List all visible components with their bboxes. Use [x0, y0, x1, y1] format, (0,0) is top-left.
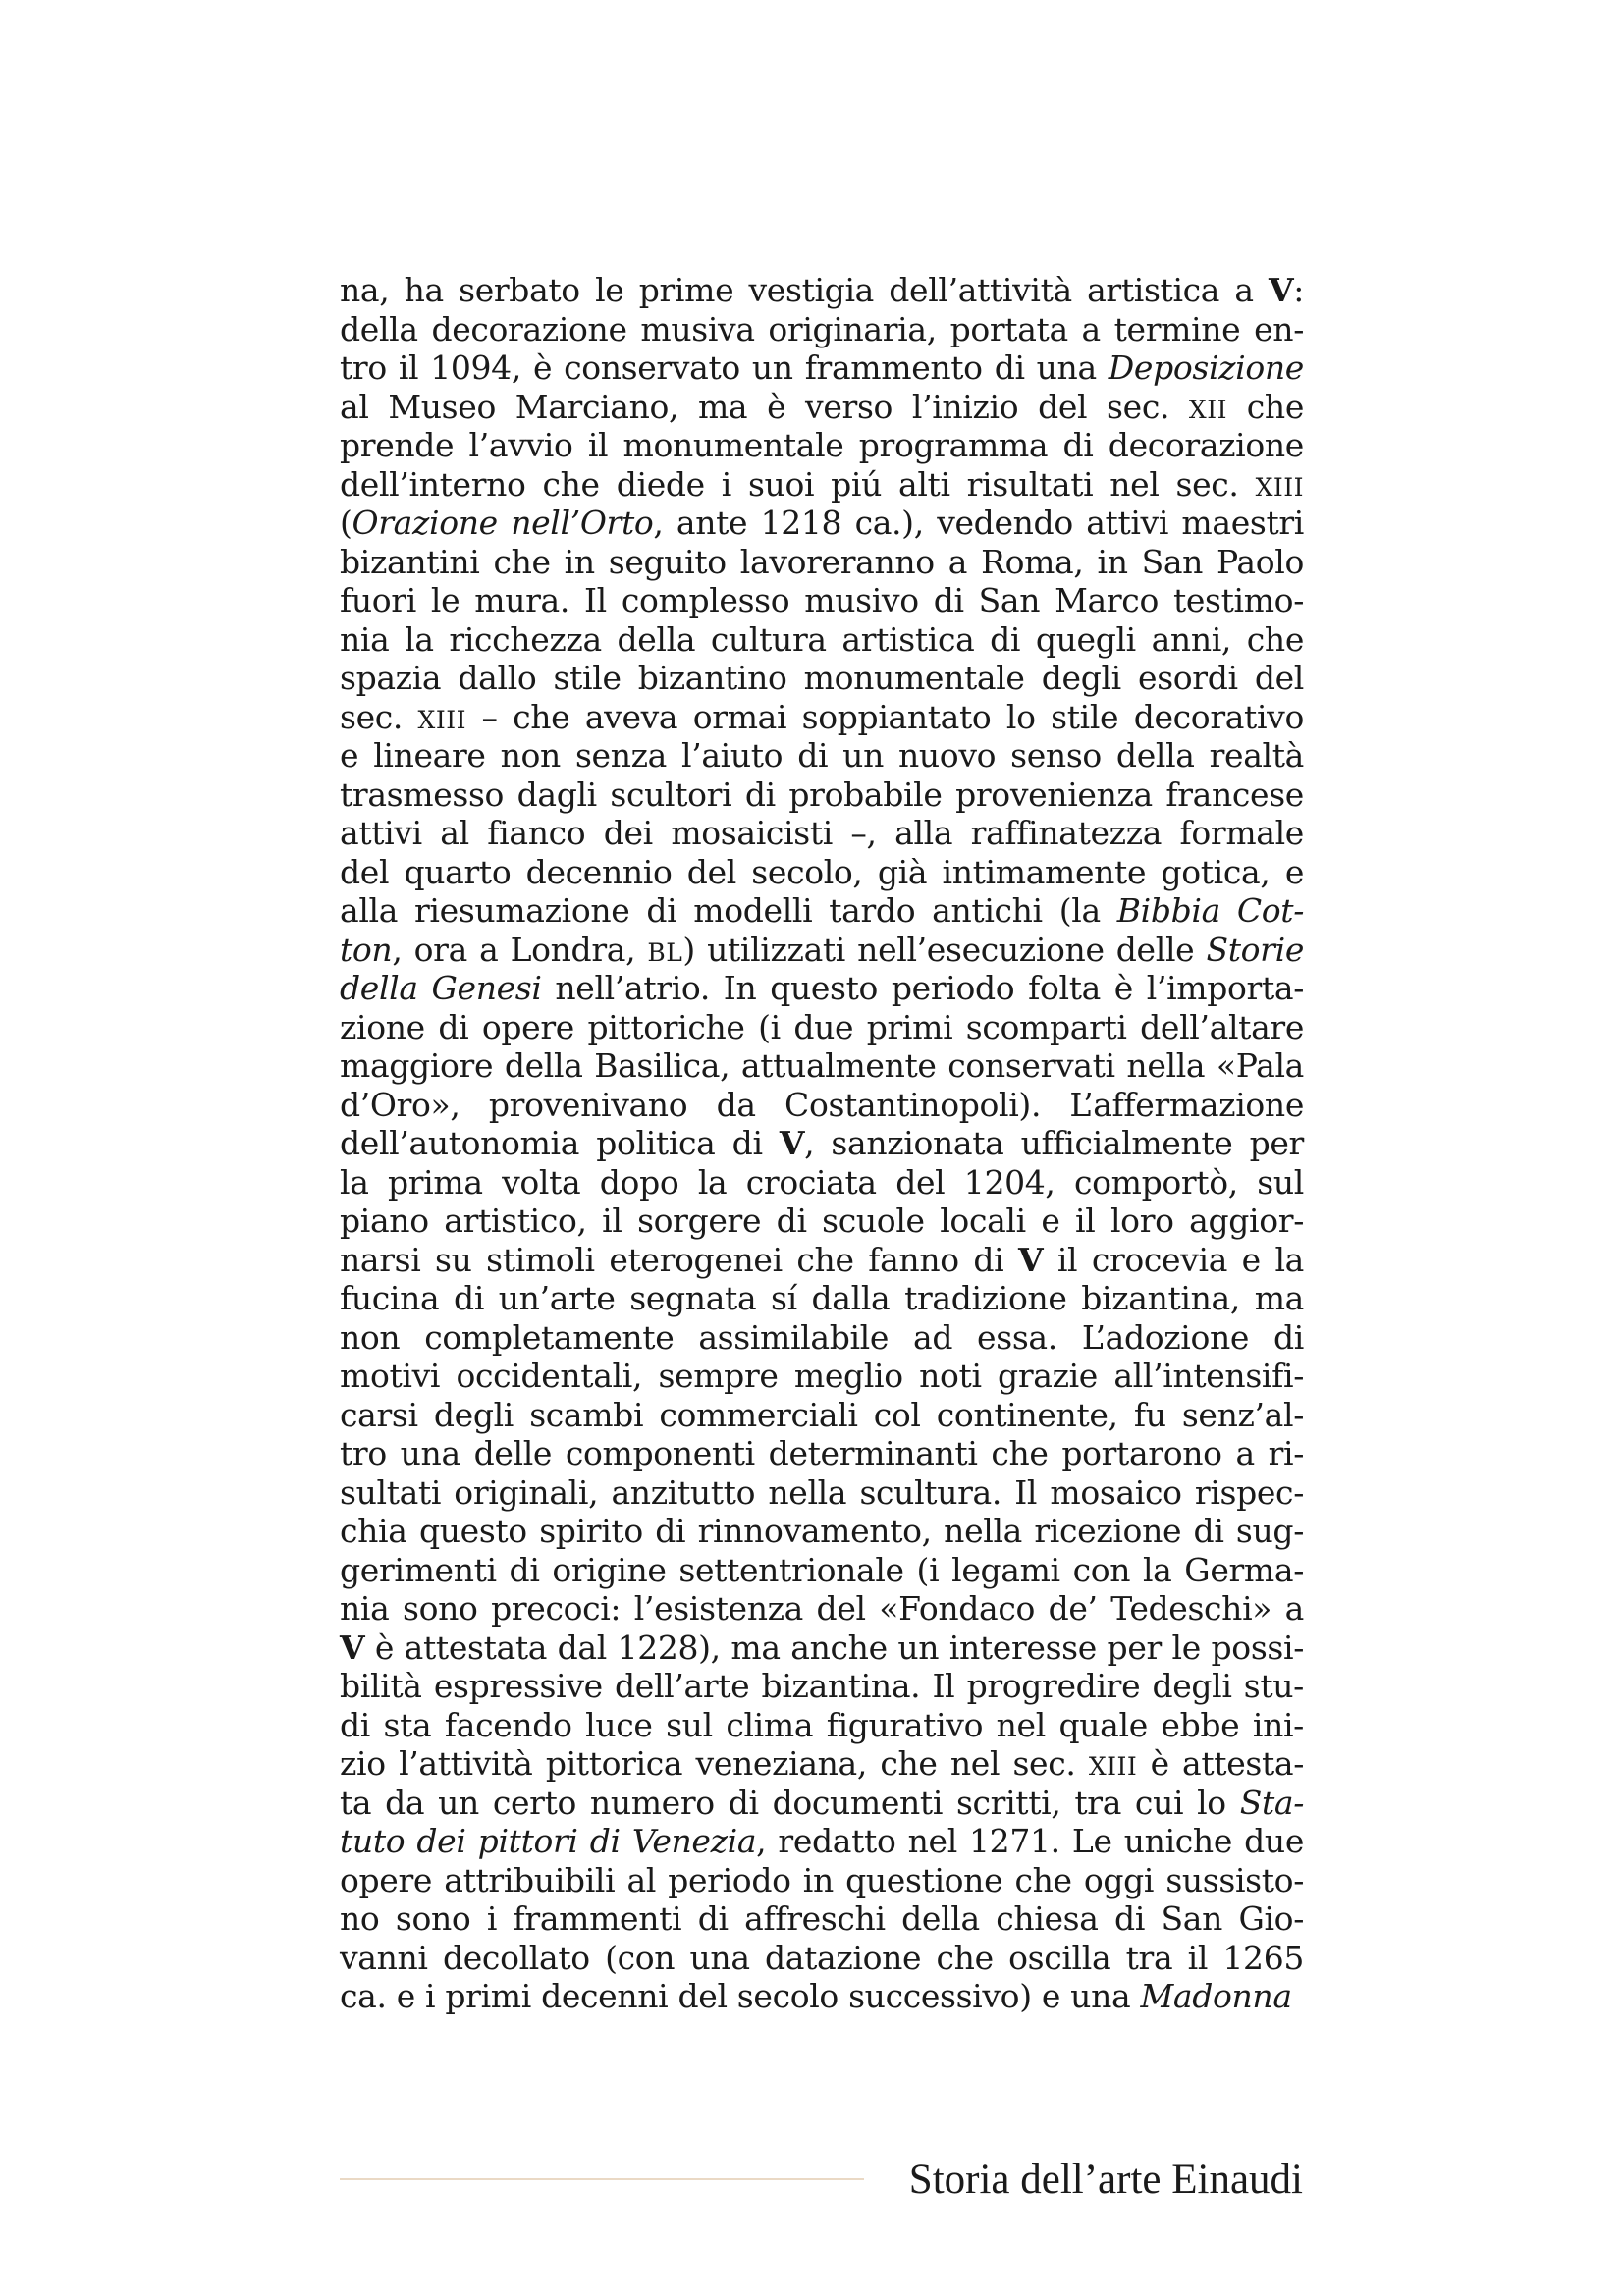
text-line: [340, 969, 1304, 1008]
text-segment: che: [1226, 387, 1304, 426]
text-segment: attivi al fianco dei mosaicisti –, alla raffinatezza formale: [340, 814, 1304, 852]
text-line: [340, 310, 1304, 349]
text-segment: dell’interno che diede i suoi piú alti risultati nel sec.: [340, 464, 1256, 504]
text-segment: gerimenti di origine settentrionale (i legami con la Germa-: [340, 1550, 1304, 1589]
text-line: [340, 1822, 1304, 1861]
text-segment: trasmesso dagli scultori di probabile provenienza francese: [340, 774, 1304, 814]
text-line: [340, 1046, 1304, 1086]
text-line: [340, 1551, 1304, 1590]
text-segment: zio l’attività pittorica veneziana, che nel sec.: [340, 1744, 1089, 1783]
small-caps-text: XIII: [1088, 1752, 1138, 1781]
text-segment: , ante 1218 ca.), vedendo attivi maestri: [653, 504, 1305, 542]
text-segment: alla riesumazione di modelli tardo antichi (la: [340, 891, 1117, 930]
text-line: [340, 504, 1304, 543]
text-line: [340, 1512, 1304, 1551]
text-segment: sec.: [340, 697, 418, 736]
text-line: [340, 1163, 1304, 1202]
text-segment: , redatto nel 1271. Le uniche due: [756, 1822, 1304, 1860]
text-line: [340, 1744, 1304, 1784]
italic-text: ton: [340, 930, 393, 969]
text-segment: ta da un certo numero di documenti scritti, tra cui lo: [340, 1783, 1240, 1822]
text-segment: opere attribuibili al periodo in questione che oggi sussisto-: [340, 1860, 1304, 1899]
text-segment: fucina di un’arte segnata sí dalla tradizione bizantina, ma: [340, 1279, 1304, 1317]
text-line: [340, 931, 1304, 970]
text-segment: piano artistico, il sorgere di scuole locali e il loro aggior-: [340, 1201, 1304, 1240]
text-line: [340, 271, 1304, 310]
text-line: [340, 1629, 1304, 1668]
text-line: [340, 1396, 1304, 1435]
text-segment: :: [1293, 271, 1304, 309]
italic-text: Storie: [1206, 930, 1304, 969]
small-caps-text: XII: [1188, 395, 1227, 424]
text-segment: la prima volta dopo la crociata del 1204, comportò, sul: [340, 1162, 1304, 1201]
bold-text: V: [1268, 271, 1294, 309]
italic-text: Orazione nell’Orto: [352, 504, 654, 542]
bold-text: V: [340, 1628, 365, 1667]
text-line: [340, 1939, 1304, 1978]
text-line: [340, 1667, 1304, 1706]
small-caps-text: BL: [647, 937, 683, 967]
text-segment: spazia dallo stile bizantino monumentale degli esordi del: [340, 659, 1304, 697]
italic-text: Bibbia Cot-: [1116, 891, 1304, 930]
text-line: [340, 388, 1304, 427]
text-line: [340, 659, 1304, 698]
italic-text: Deposizione: [1108, 348, 1304, 387]
italic-text: tuto dei pittori di Venezia: [340, 1822, 757, 1860]
text-segment: prende l’avvio il monumentale programma di decorazione: [340, 426, 1304, 464]
text-line: [340, 775, 1304, 815]
text-segment: bizantini che in seguito lavoreranno a Roma, in San Paolo: [340, 542, 1304, 581]
text-line: [340, 1706, 1304, 1745]
text-segment: tro una delle componenti determinanti che portarono a ri-: [340, 1434, 1304, 1472]
text-segment: nell’atrio. In questo periodo folta è l’importa-: [541, 969, 1304, 1007]
text-segment: al Museo Marciano, ma è verso l’inizio del sec.: [340, 387, 1189, 426]
text-segment: na, ha serbato le prime vestigia dell’attività artistica a: [340, 271, 1269, 309]
text-segment: (: [340, 504, 352, 542]
text-segment: non completamente assimilabile ad essa. L’adozione di: [340, 1317, 1304, 1357]
text-segment: tro il 1094, è conservato un frammento di una: [340, 348, 1109, 387]
text-segment: chia questo spirito di rinnovamento, nella ricezione di sug-: [340, 1512, 1304, 1550]
text-segment: e lineare non senza l’aiuto di un nuovo senso della realtà: [340, 736, 1304, 774]
text-segment: ) utilizzati nell’esecuzione delle: [682, 930, 1207, 969]
text-segment: narsi su stimoli eterogenei che fanno di: [340, 1240, 1018, 1279]
text-segment: maggiore della Basilica, attualmente conservati nella «Pala: [340, 1046, 1304, 1085]
text-line: [340, 1473, 1304, 1513]
text-line: [340, 1008, 1304, 1047]
text-segment: vanni decollato (con una datazione che oscilla tra il 1265: [340, 1938, 1304, 1977]
text-line: [340, 1241, 1304, 1280]
text-segment: di sta facendo luce sul clima figurativo nel quale ebbe ini-: [340, 1705, 1304, 1744]
text-line: [340, 581, 1304, 620]
text-line: [340, 1434, 1304, 1473]
text-segment: zione di opere pittoriche (i due primi scomparti dell’altare: [340, 1007, 1304, 1046]
text-segment: ca. e i primi decenni del secolo successivo) e una: [340, 1977, 1141, 2015]
text-segment: d’Oro», provenivano da Costantinopoli). L’affermazione: [340, 1085, 1304, 1124]
small-caps-text: XIII: [1255, 472, 1304, 502]
text-line: [340, 1124, 1304, 1163]
text-segment: dell’autonomia politica di: [340, 1124, 780, 1162]
text-segment: sultati originali, anzitutto nella scultura. Il mosaico rispec-: [340, 1472, 1304, 1512]
small-caps-text: XIII: [417, 705, 466, 734]
text-segment: motivi occidentali, sempre meglio noti grazie all’intensifi-: [340, 1357, 1304, 1395]
text-segment: , ora a Londra,: [392, 930, 648, 969]
text-line: [340, 1899, 1304, 1939]
text-line: [340, 465, 1304, 505]
text-line: [340, 736, 1304, 775]
bold-text: V: [1017, 1240, 1044, 1279]
text-line: [340, 1318, 1304, 1358]
text-segment: – che aveva ormai soppiantato lo stile decorativo: [465, 697, 1304, 736]
text-line: [340, 426, 1304, 465]
text-line: [340, 1861, 1304, 1900]
text-line: [340, 620, 1304, 660]
text-line: [340, 543, 1304, 582]
italic-text: Madonna: [1140, 1977, 1292, 2015]
text-line: [340, 1357, 1304, 1396]
body-text: [340, 271, 1304, 2016]
text-segment: bilità espressive dell’arte bizantina. Il progredire degli stu-: [340, 1667, 1304, 1705]
text-line: [340, 1784, 1304, 1823]
footer-rule: [340, 2178, 864, 2180]
text-segment: , sanzionata ufficialmente per: [804, 1124, 1304, 1162]
text-segment: fuori le mura. Il complesso musivo di San Marco testimo-: [340, 581, 1304, 619]
text-segment: no sono i frammenti di affreschi della chiesa di San Gio-: [340, 1899, 1304, 1938]
text-segment: è attestata dal 1228), ma anche un interesse per le possi-: [364, 1628, 1304, 1667]
text-line: [340, 1589, 1304, 1629]
bold-text: V: [779, 1124, 805, 1162]
text-line: [340, 698, 1304, 737]
text-segment: è attesta-: [1137, 1744, 1305, 1783]
text-line: [340, 1086, 1304, 1125]
italic-text: della Genesi: [340, 969, 542, 1007]
text-segment: nia la ricchezza della cultura artistica di quegli anni, che: [340, 619, 1304, 659]
text-segment: il crocevia e la: [1043, 1240, 1304, 1279]
text-segment: della decorazione musiva originaria, portata a termine en-: [340, 309, 1304, 348]
text-segment: del quarto decennio del secolo, già intimamente gotica, e: [340, 852, 1304, 891]
footer-title: Storia dell’arte Einaudi: [908, 2157, 1303, 2203]
text-line: [340, 348, 1304, 388]
italic-text: Sta-: [1239, 1783, 1304, 1822]
text-line: [340, 814, 1304, 853]
text-line: [340, 1201, 1304, 1241]
text-line: [340, 1977, 1304, 2016]
text-line: [340, 1279, 1304, 1318]
text-segment: nia sono precoci: l’esistenza del «Fondaco de’ Tedeschi» a: [340, 1589, 1304, 1628]
text-line: [340, 891, 1304, 931]
text-line: [340, 853, 1304, 892]
text-segment: carsi degli scambi commerciali col continente, fu senz’al-: [340, 1395, 1304, 1434]
